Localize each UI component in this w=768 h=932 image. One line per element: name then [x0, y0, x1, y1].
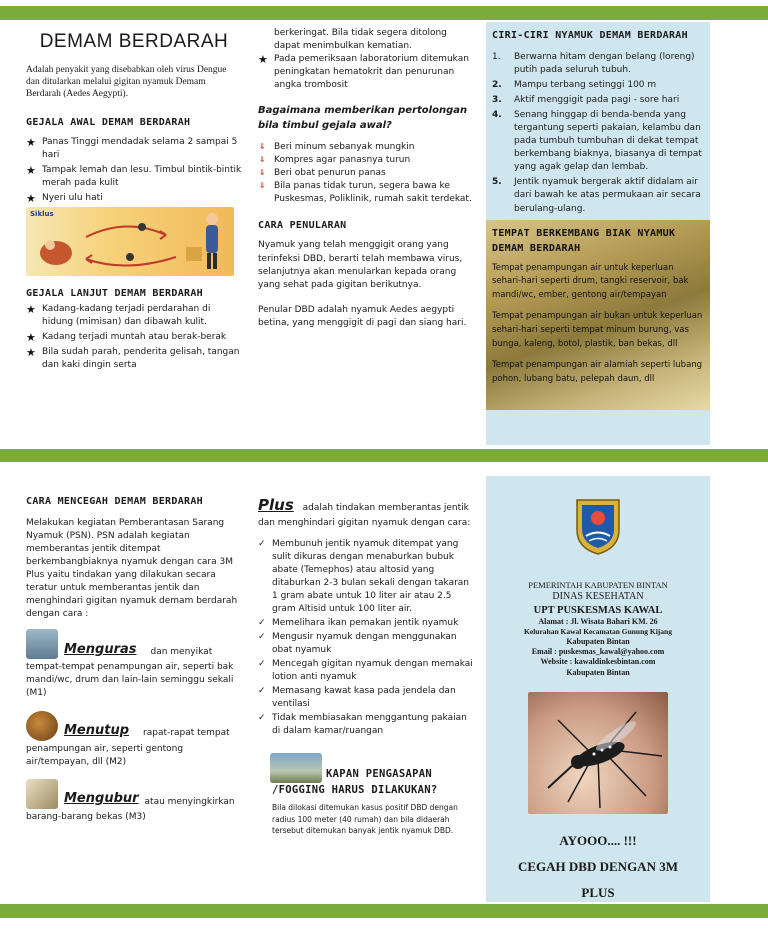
list-item: 4. Senang hinggap di benda-benda yang tergantung seperti pakaian, kelambu dan pada tumbuh tumbuhan di dekat tempat berkembang biaknya, biasanya di tempat yang agak gelap dan lembab.	[492, 110, 702, 173]
emblem-shield-icon	[573, 496, 623, 556]
list-item: ⇓ Bila panas tidak turun, segera bawa ke Puskesmas, Poliklinik, rumah sakit terdekat.	[258, 180, 474, 206]
burying-waste-icon	[26, 779, 58, 809]
column-mencegah	[26, 494, 244, 824]
org-info	[486, 580, 710, 678]
list-item: 1. Berwarna hitam dengan belang (loreng) putih pada seluruh tubuh.	[492, 52, 695, 76]
plus-list	[258, 538, 476, 739]
mengubur-text: barang-barang bekas (M3)	[26, 811, 146, 822]
list-item: ✓ Memelihara ikan pemakan jentik nyamuk	[258, 617, 476, 630]
upt-text: UPT PUSKESMAS KAWAL	[533, 604, 663, 616]
menutup-block	[26, 711, 244, 769]
siklus-illustration	[26, 207, 234, 276]
kabupaten2-text: Kabupaten Bintan	[566, 667, 630, 677]
dinas-text: DINAS KESEHATAN	[552, 590, 644, 602]
menutup-label: Menutup	[64, 722, 130, 738]
menutup-rest: rapat-rapat tempat	[143, 728, 230, 739]
list-item: ✓ Mencegah gigitan nyamuk dengan memakai lotion anti nyamuk	[258, 658, 476, 684]
gejala-awal-heading: GEJALA AWAL DEMAM BERDARAH	[26, 116, 191, 128]
ciri-heading: CIRI-CIRI NYAMUK DEMAM BERDARAH	[492, 30, 688, 41]
biak-paragraph-1: Tempat penampungan air untuk keperluan sehari-hari seperti drum, tangki reservoir, bak mandi/wc, ember, gentong air/tempayan	[492, 262, 689, 300]
mencegah-paragraph: Melakukan kegiatan Pemberantasan Sarang Nyamuk (PSN). PSN adalah kegiatan memberantas jentik ditempat berkembangbiaknya nyamuk dengan cara 3M Plus yaitu tindakan yang dilakukan secara teratur untuk memberantas jentik dan menghindari gigitan nyamuk demam berdarah dengan cara :	[26, 518, 238, 620]
email-text: Email : puskesmas_kawal@yahoo.com	[531, 647, 665, 657]
list-item: 3. Aktif menggigit pada pagi - sore hari	[492, 95, 680, 106]
mosquito-cycle-icon	[26, 207, 234, 276]
middle-green-bar	[0, 449, 768, 462]
menguras-text: tempat-tempat penampungan air, seperti bak mandi/wc, drum dan lain-lain seminggu sekali (M1)	[26, 662, 234, 699]
website-text: Website : kawaldinkesbintan.com	[540, 657, 656, 667]
list-item: ★ Tampak lemah dan lesu. Timbul bintik-bintik merah pada kulit	[26, 164, 242, 190]
list-item: 2. Mampu terbang setinggi 100 m	[492, 80, 657, 91]
fogging-block	[258, 753, 476, 837]
list-item: ★ Bila sudah parah, penderita gelisah, tangan dan kaki dingin serta	[26, 346, 242, 372]
mengubur-block	[26, 779, 244, 824]
list-item: ✓ Mengusir nyamuk dengan menggunakan obat nyamuk	[258, 631, 476, 657]
lab-list	[258, 53, 474, 92]
pemkab-text: PEMERINTAH KABUPATEN BINTAN	[528, 580, 668, 590]
siklus-label: Siklus	[30, 209, 54, 218]
biak-paragraph-2: Tempat penampungan air bukan untuk keperluan sehari-hari seperti tempat minum burung, vas bunga, kaleng, botol, plastik, ban bekas, dll	[492, 311, 703, 349]
penularan-paragraph-2: Penular DBD adalah nyamuk Aedes aegypti betina, yang menggigit di pagi dan siang hari.	[258, 304, 467, 328]
kabupaten-text: Kabupaten Bintan	[566, 636, 630, 646]
ayo-line-1: AYOOO.... !!!	[559, 832, 637, 848]
menutup-text: penampungan air, seperti gentong air/tempayan, dll (M2)	[26, 743, 184, 767]
column-pertolongan	[258, 27, 474, 330]
list-item: ★ Nyeri ulu hati	[26, 192, 242, 205]
mengubur-label: Mengubur	[64, 790, 139, 806]
breeding-sites-panel	[486, 220, 710, 410]
top-green-bar	[0, 6, 768, 20]
list-item: ★ Panas Tinggi mendadak selama 2 sampai 5 hari	[26, 136, 242, 162]
list-item: ★ Kadang-kadang terjadi perdarahan di hidung (mimisan) dan dibawah kulit.	[26, 303, 242, 329]
menguras-block	[26, 629, 244, 700]
plus-label: Plus	[258, 496, 294, 514]
gejala-lanjut-heading: GEJALA LANJUT DEMAM BERDARAH	[26, 287, 203, 299]
continued-text: berkeringat. Bila tidak segera ditolong dapat menimbulkan kematian.	[274, 28, 447, 52]
penularan-paragraph-1: Nyamuk yang telah menggigit orang yang terinfeksi DBD, berarti telah membawa virus, selanjutnya akan menularkan kepada orang yang sehat pada gigitan berikutnya.	[258, 240, 463, 290]
pertolongan-list	[258, 141, 474, 206]
gejala-lanjut-list	[26, 303, 242, 372]
list-item: ★ Kadang terjadi muntah atau berak-berak	[26, 331, 242, 344]
mosquito-photo	[528, 692, 668, 814]
pertolongan-heading: Bagaimana memberikan pertolongan bila timbul gejala awal?	[258, 105, 468, 131]
fogging-text: Bila dilokasi ditemukan kasus positif DBD dengan radius 100 meter (40 rumah) dan bila didaerah tersebut ditemukan banyak jentik nyamuk DBD.	[272, 803, 458, 835]
alamat-text: Alamat : Jl. Wisata Bahari KM. 26	[538, 617, 658, 627]
column-puskesmas	[486, 476, 710, 902]
fogging-heading-1: KAPAN PENGASAPAN	[326, 767, 432, 780]
biak-heading: TEMPAT BERKEMBANG BIAK NYAMUK DEMAM BERDARAH	[492, 227, 676, 254]
gejala-awal-list	[26, 136, 242, 205]
biak-paragraph-3: Tempat penampungan air alamiah seperti lubang pohon, lubang batu, pelepah daun, dll	[492, 360, 703, 384]
bottom-green-bar	[0, 904, 768, 918]
list-item: ⇓ Beri minum sebanyak mungkin	[258, 141, 474, 154]
intro-text: Adalah penyakit yang disebabkan oleh virus Dengue dan ditularkan melalui gigitan nyamuk Demam Berdarah (Aedes Aegypti).	[26, 64, 227, 100]
ayo-line-3: PLUS	[581, 884, 615, 900]
menguras-rest: dan menyikat	[150, 647, 213, 658]
mengubur-rest: atau menyingkirkan	[144, 796, 235, 807]
page-title: DEMAM BERDARAH	[39, 31, 229, 52]
mencegah-heading: CARA MENCEGAH DEMAM BERDARAH	[26, 496, 203, 507]
call-to-action	[486, 828, 710, 906]
fogging-photo-icon	[270, 753, 322, 783]
penularan-heading: CARA PENULARAN	[258, 220, 347, 232]
plus-text: adalah tindakan memberantas jentik dan menghindari gigitan nyamuk dengan cara:	[258, 503, 471, 528]
ayo-line-2: CEGAH DBD DENGAN 3M	[518, 858, 678, 874]
column-intro	[26, 28, 242, 374]
list-item: ⇓ Beri obat penurun panas	[258, 167, 474, 180]
ciri-list	[492, 51, 704, 216]
list-item: ✓ Tidak membiasakan menggantung pakaian di dalam kamar/ruangan	[258, 712, 476, 738]
list-item: ✓ Membunuh jentik nyamuk ditempat yang sulit dikuras dengan menaburkan bubuk abate (Temephos) atau altosid yang ditaburkan 2-3 bulan sekali dengan takaran 1 gram abate untuk 10 liter air atau 2.5 gram Altisid untuk 100 liter air.	[258, 538, 476, 616]
list-item: ★ Pada pemeriksaan laboratorium ditemukan peningkatan hematokrit dan penurunan angka trombosit	[258, 53, 474, 92]
column-plus	[258, 495, 476, 836]
water-tub-icon	[26, 629, 58, 659]
plus-paragraph	[258, 495, 476, 530]
fogging-heading-2: /FOGGING HARUS DILAKUKAN?	[272, 783, 438, 796]
list-item: 5. Jentik nyamuk bergerak aktif didalam air dari bawah ke atas permukaan air secara berulang-ulang.	[492, 177, 701, 214]
kabupaten-bintan-emblem	[573, 496, 623, 556]
covered-jar-icon	[26, 711, 58, 741]
aedes-mosquito-icon	[528, 692, 668, 814]
list-item: ⇓ Kompres agar panasnya turun	[258, 154, 474, 167]
column-ciri-ciri	[486, 22, 710, 445]
menguras-label: Menguras	[64, 641, 137, 657]
kelurahan-text: Kelurahan Kawal Kecamatan Gunung Kijang	[524, 627, 672, 637]
list-item: ✓ Memasang kawat kasa pada jendela dan ventilasi	[258, 685, 476, 711]
